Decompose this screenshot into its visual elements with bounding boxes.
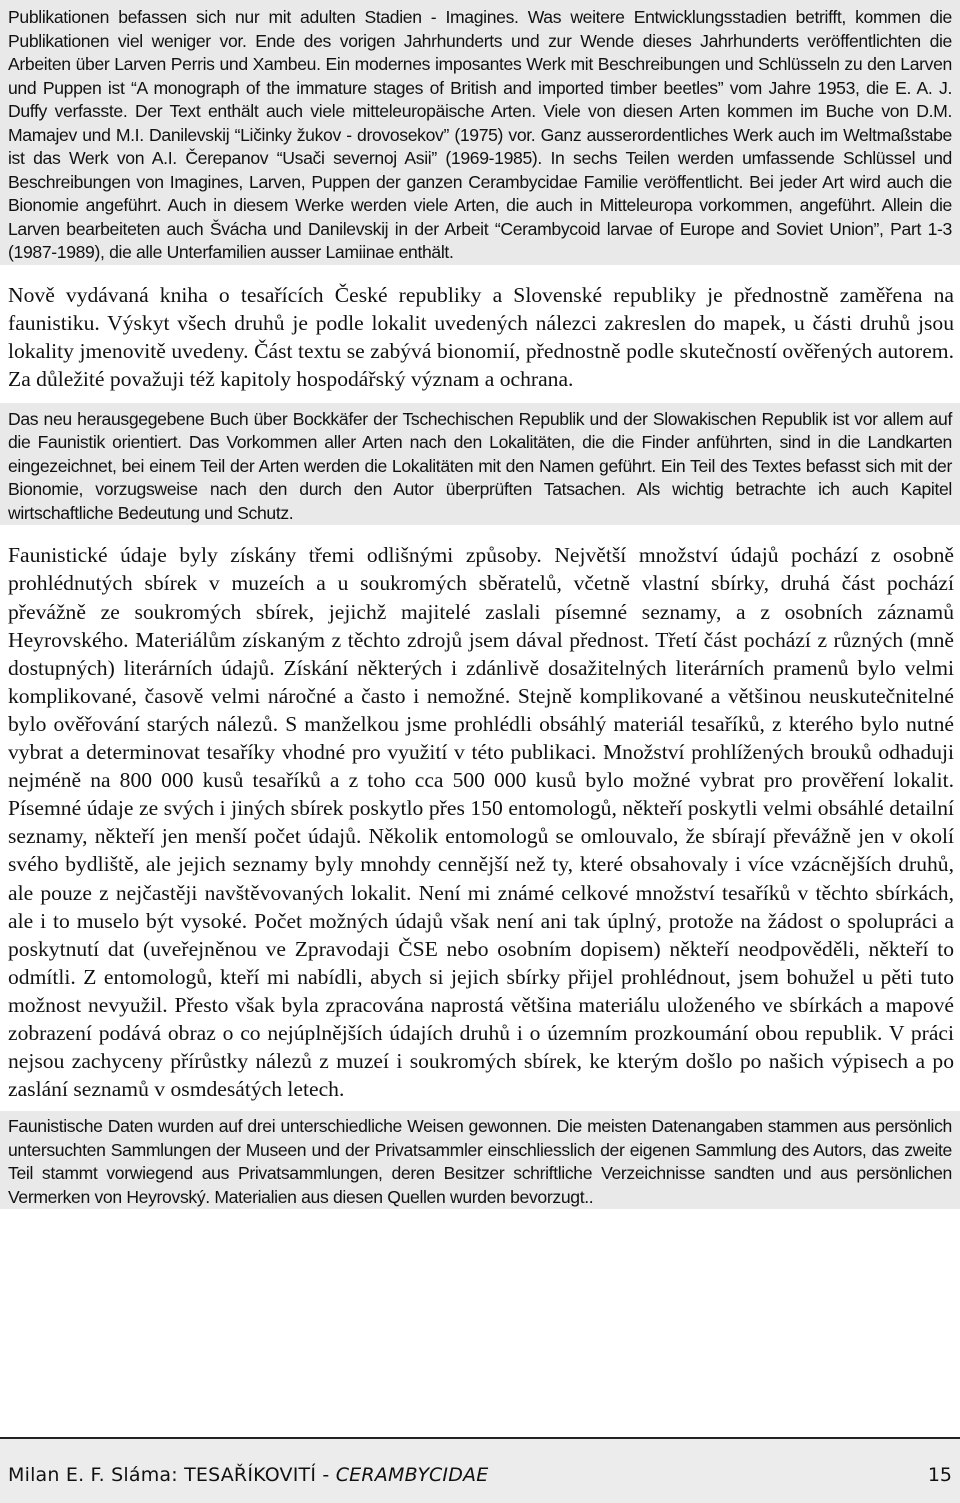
footer-title-italic: CERAMBYCIDAE [335,1464,489,1486]
czech-paragraph-book-focus: Nově vydávaná kniha o tesařících České republiky a Slovenské republiky je přednostně zaměřena na faunistiku. Výskyt všech druhů je podle lokalit uvedených nálezci zakreslen do mapek, u části druhů jsou lokality jmenovitě uvedeny. Část textu se zabývá bionomií, přednostně podle skutečností ověřených autorem. Za důležité považuji též kapitoly hospodářský význam a ochrana. [8,282,954,391]
footer-author-title [8,1464,488,1486]
german-paragraph-literature: Publikationen befassen sich nur mit adulten Stadien - Imagines. Was weitere Entwicklungsstadien betrifft, kommen die Publikationen viel weniger vor. Ende des vorigen Jahrhunderts und zur Wende dieses Jahrhunderts veröffentlichten die Arbeiten über Larven Perris und Xambeu. Ein modernes imposantes Werk mit Beschreibungen und Schlüsseln zu den Larven und Puppen ist “A monograph of the immature stages of British and imported timber beetles” vom Jahre 1953, die E. A. J. Duffy verfasste. Der Text enthält auch viele mitteleuropäische Arten. Viele von diesen Arten kommen im Buche von D.M. Mamajev und M.I. Danilevskij “Ličinky žukov - drovosekov” (1975) vor. Ganz ausserordentliches Werk auch im Weltmaßstabe ist das Werk von A.I. Čerepanov “Usači severnoj Asii” (1969-1985). In sechs Teilen werden umfassende Schlüssel und Beschreibungen von Imagines, Larven, Puppen der ganzen Cerambycidae Familie veröffentlicht. Bei jeder Art wird auch die Bionomie angeführt. Auch in diesem Werke werden viele Arten, die auch in Mitteleuropa vorkommen, angeführt. Allein die Larven bearbeiteten auch Švácha und Danilevskij in der Arbeit “Cerambycoid larvae of Europe and Soviet Union”, Part 1-3 (1987-1989), die alle Unterfamilien ausser Lamiinae enthält. [0,0,960,265]
czech-paragraph-faunistic-data: Faunistické údaje byly získány třemi odlišnými způsoby. Největší množství údajů pochází z osobně prohlédnutých sbírek v muzeích a u soukromých sběratelů, včetně vlastní sbírky, druhá část pochází převážně ze soukromých sbírek, jejichž majitelé zaslali písemné seznamy, a z osobních záznamů Heyrovského. Materiálům získaným z těchto zdrojů jsem dával přednost. Třetí část pochází z různých (mně dostupných) literárních údajů. Získání některých i zdánlivě dosažitelných literárních pramenů bylo velmi komplikované, časově velmi náročné a často i nemožné. Stejně komplikované a většinou neuskutečnitelné bylo ověřování starých nálezů. S manželkou jsme prohlédli obsáhlý materiál tesaříků, z kterého bylo nutné vybrat a determinovat tesaříky vhodné pro využití v této publikaci. Množství prohlížených brouků odhaduji nejméně na 800 000 kusů tesaříků a z toho cca 500 000 kusů bylo možné vybrat pro prověření lokalit. Písemné údaje ze svých i jiných sbírek poskytlo přes 150 entomologů, někteří poskytli velmi obsáhlé detailní seznamy, někteří jen menší počet údajů. Několik entomologů se omlouvalo, že sbírají převážně jen v okolí svého bydliště, ale jejich seznamy byly mnohdy cennější než ty, které obsahovaly i více vzácnějších druhů, ale pouze z nejčastěji navštěvovaných lokalit. Není mi známé celkové množství tesaříků v těchto sbírkách, ale i to muselo být vysoké. Počet možných údajů však není ani tak úplný, protože na žádost o spolupráci a poskytnutí dat (uveřejněnou ve Zpravodaji ČSE nebo osobním dopisem) někteří neodpověděli, někteří to odmítli. Z entomologů, kteří mi nabídli, abych si jejich sbírky přijel prohlédnout, jsem bohužel u pěti tuto možnost nevyužil. Přesto však byla zpracována naprostá většina materiálu uloženého ve sbírkách a mapové zobrazení podává obraz o co nejúplnějších údajích druhů i o územním prozkoumání obou republik. V práci nejsou zachyceny přírůstky nálezů z muzeí i soukromých sbírek, ke kterým došlo po našich výpisech a po zaslání seznamů v osmdesátých letech. [8,543,954,1102]
page-footer [0,1437,960,1503]
footer-author-prefix: Milan E. F. Sláma: TESAŘÍKOVITÍ - [8,1464,336,1486]
page-number: 15 [927,1464,952,1486]
german-paragraph-book-focus: Das neu herausgegebene Buch über Bockkäfer der Tschechischen Republik und der Slowakischen Republik ist vor allem auf die Faunistik orientiert. Das Vorkommen aller Arten nach den Lokalitäten, die die Finder anführten, sind in die Landkarten eingezeichnet, bei einem Teil der Arten werden die Lokalitäten mit den Namen geführt. Ein Teil des Textes befasst sich mit der Bionomie, vorzugsweise nach den durch den Autor überprüften Tatsachen. Als wichtig betrachte ich auch Kapitel wirtschaftliche Bedeutung und Schutz. [0,403,960,526]
german-paragraph-faunistic-data: Faunistische Daten wurden auf drei unterschiedliche Weisen gewonnen. Die meisten Datenangaben stammen aus persönlich untersuchten Sammlungen der Museen und der Privatsammler einschliesslich der eigenen Sammlung des Autors, das zweite Teil stammt vorwiegend aus Privatsammlungen, deren Besitzer schriftliche Verzeichnisse sandten und aus persönlichen Vermerken von Heyrovský. Materialien aus diesen Quellen wurden bevorzugt.. [0,1111,960,1209]
